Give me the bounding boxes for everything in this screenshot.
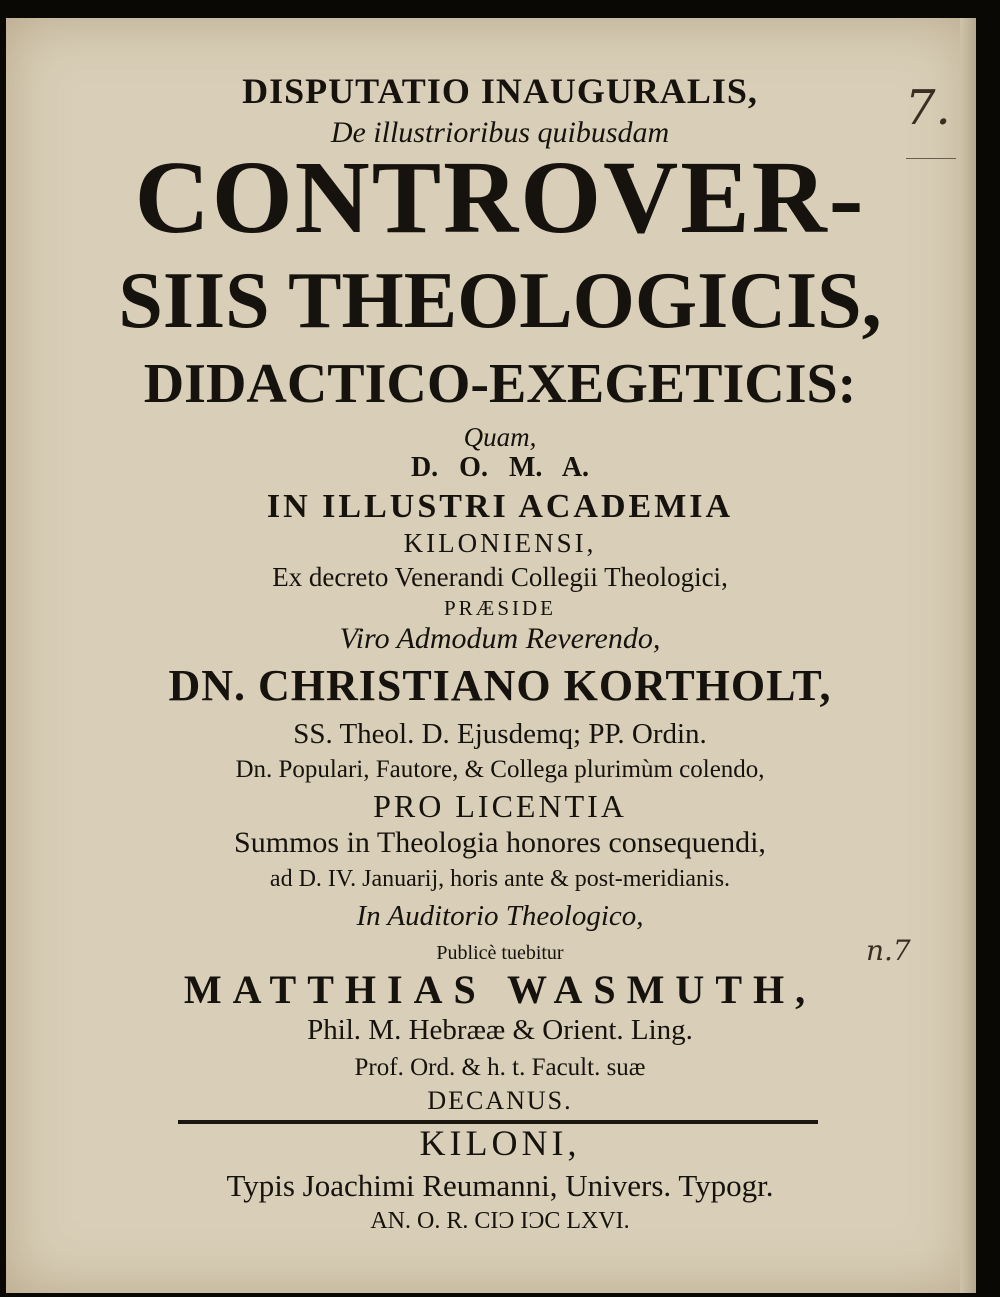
decanus-line: DECANUS. bbox=[427, 1086, 573, 1115]
handwritten-underline bbox=[906, 158, 956, 159]
auditorio-line: In Auditorio Theologico, bbox=[356, 900, 644, 932]
quam-line: Quam, bbox=[463, 422, 537, 452]
imprint-year: AN. O. R. CIƆ IƆC LXVI. bbox=[370, 1208, 630, 1234]
subtitle-italic: De illustrioribus quibusdam bbox=[330, 116, 670, 149]
tuebitur-line: Publicè tuebitur bbox=[436, 942, 564, 964]
imprint-printer: Typis Joachimi Reumanni, Univers. Typogr. bbox=[226, 1168, 774, 1203]
date-line: ad D. IV. Januarij, horis ante & post-meridianis. bbox=[269, 866, 731, 892]
handwritten-note: n.7 bbox=[866, 934, 911, 967]
imprint-place: KILONI, bbox=[419, 1123, 581, 1163]
main-title-line1: CONTROVER- bbox=[134, 140, 866, 255]
doma-line: D. O. M. A. bbox=[410, 452, 590, 483]
decreto-line: Ex decreto Venerandi Collegii Theologici, bbox=[272, 562, 728, 592]
respondent-titles-1: Phil. M. Hebrææ & Orient. Ling. bbox=[307, 1014, 693, 1046]
kiloniensi-line: KILONIENSI, bbox=[403, 528, 597, 558]
respondent-name: MATTHIAS WASMUTH, bbox=[183, 967, 817, 1012]
viro-line: Viro Admodum Reverendo, bbox=[339, 622, 661, 655]
disputation-heading: DISPUTATIO INAUGURALIS, bbox=[242, 71, 758, 111]
praeses-titles: SS. Theol. D. Ejusdemq; PP. Ordin. bbox=[293, 718, 707, 750]
respondent-titles-2: Prof. Ord. & h. t. Facult. suæ bbox=[354, 1054, 646, 1081]
handwritten-number: 7. bbox=[905, 80, 951, 136]
populari-line: Dn. Populari, Fautore, & Collega plurimùm colendo, bbox=[235, 756, 765, 783]
praeses-name: DN. CHRISTIANO KORTHOLT, bbox=[168, 661, 832, 710]
main-title-line2: SIIS THEOLOGICIS, bbox=[118, 257, 882, 345]
licentia-line: PRO LICENTIA bbox=[373, 788, 627, 824]
summos-line: Summos in Theologia honores consequendi, bbox=[234, 826, 766, 859]
praeside-line: PRÆSIDE bbox=[443, 596, 557, 620]
academia-line: IN ILLUSTRI ACADEMIA bbox=[266, 488, 734, 525]
main-title-line3: DIDACTICO-EXEGETICIS: bbox=[143, 353, 857, 415]
